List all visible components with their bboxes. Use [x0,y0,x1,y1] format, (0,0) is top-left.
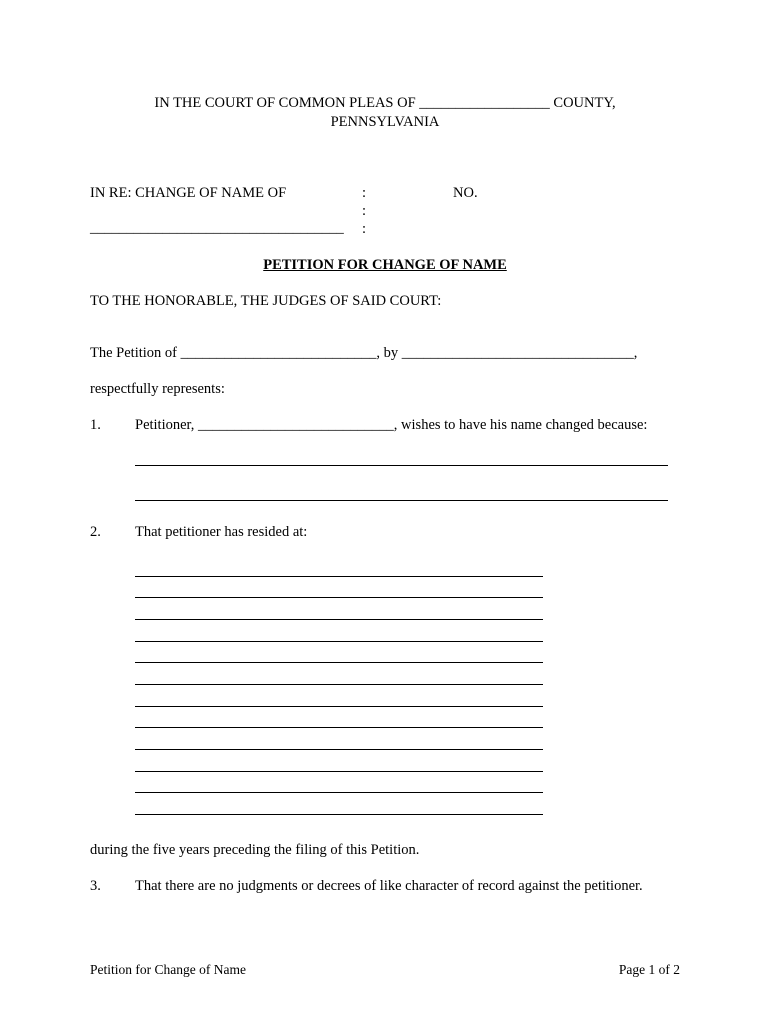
petition-of-line[interactable]: The Petition of ___________________________, by ________________________________, [90,345,638,361]
state-heading: PENNSYLVANIA [330,114,440,130]
residence-blank-line[interactable] [135,749,543,750]
item-1-number: 1. [90,417,101,433]
reason-blank-line[interactable] [135,500,668,501]
residence-blank-line[interactable] [135,792,543,793]
five-years-text: during the five years preceding the filing of this Petition. [90,842,420,858]
document-title: PETITION FOR CHANGE OF NAME [263,257,507,273]
item-2-number: 2. [90,524,101,540]
residence-blank-line[interactable] [135,771,543,772]
respectfully-represents: respectfully represents: [90,381,225,397]
in-re-label: IN RE: CHANGE OF NAME OF [90,185,287,201]
residence-blank-line[interactable] [135,706,543,707]
residence-blank-line[interactable] [135,576,543,577]
caption-colon: : [362,221,367,237]
caption-colon: : [362,203,367,219]
item-2-text: That petitioner has resided at: [135,524,308,540]
footer-title: Petition for Change of Name [90,962,246,977]
residence-blank-line[interactable] [135,727,543,728]
docket-number-label: NO. [453,185,478,201]
residence-blank-line[interactable] [135,641,543,642]
item-3-text: That there are no judgments or decrees of like character of record against the petitioner. [135,878,643,894]
residence-blank-line[interactable] [135,619,543,620]
residence-blank-line[interactable] [135,684,543,685]
item-1-text[interactable]: Petitioner, ___________________________, wishes to have his name changed because: [135,417,648,433]
court-heading: IN THE COURT OF COMMON PLEAS OF __________________ COUNTY, [154,95,616,111]
residence-blank-line[interactable] [135,814,543,815]
item-3-number: 3. [90,878,101,894]
petitioner-name-blank[interactable]: ___________________________________ [90,220,344,236]
page-number: Page 1 of 2 [618,962,680,977]
residence-blank-line[interactable] [135,597,543,598]
reason-blank-line[interactable] [135,465,668,466]
salutation: TO THE HONORABLE, THE JUDGES OF SAID COURT: [90,293,442,309]
caption-colon: : [362,185,367,201]
residence-blank-line[interactable] [135,662,543,663]
